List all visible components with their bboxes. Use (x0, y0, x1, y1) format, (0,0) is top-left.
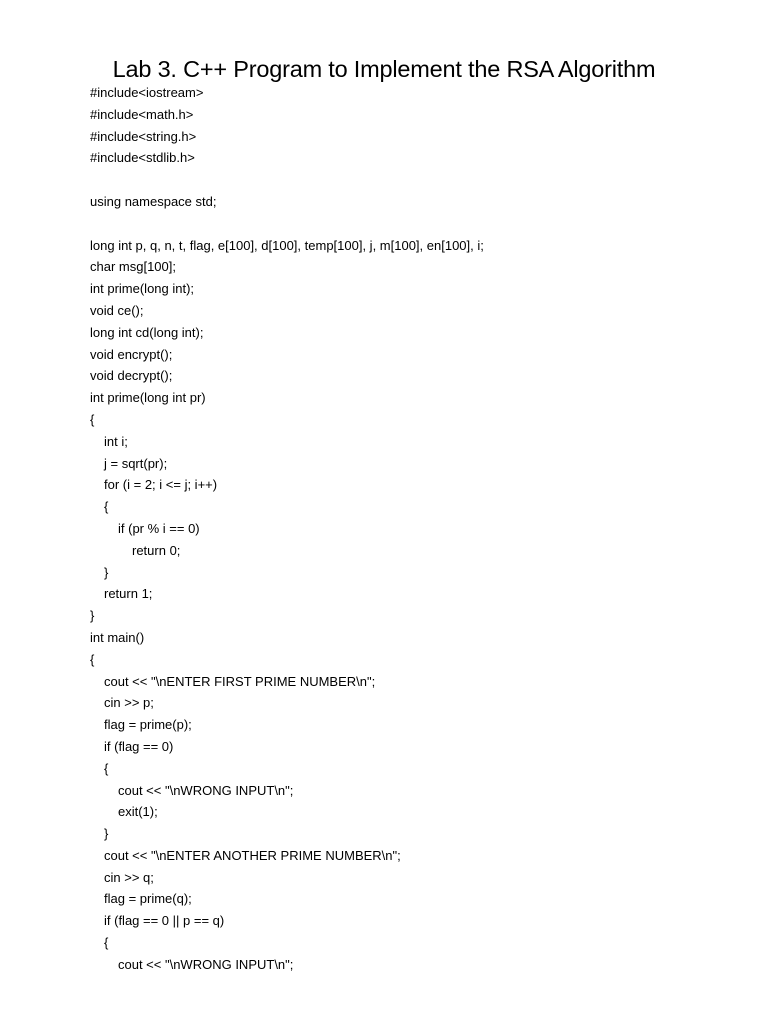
code-line: void encrypt(); (90, 346, 173, 362)
code-line: if (flag == 0) (104, 738, 174, 754)
code-line: int prime(long int pr) (90, 390, 206, 406)
code-line: void ce(); (90, 302, 144, 318)
code-line: #include<string.h> (90, 128, 197, 144)
document-title: Lab 3. C++ Program to Implement the RSA Algorithm (112, 56, 656, 82)
code-line (90, 213, 750, 235)
code-line: for (i = 2; i <= j; i++) (104, 477, 218, 493)
code-line: long int p, q, n, t, flag, e[100], d[100], temp[100], j, m[100], en[100], i; (90, 237, 484, 253)
code-line: cin >> q; (104, 869, 154, 885)
code-line: cout << "\nENTER ANOTHER PRIME NUMBER\n"; (104, 847, 401, 863)
code-line (90, 169, 750, 191)
code-line: { (90, 651, 95, 667)
code-line: if (pr % i == 0) (118, 520, 200, 536)
code-line: #include<iostream> (90, 85, 204, 100)
code-line: cout << "\nWRONG INPUT\n"; (118, 956, 294, 972)
code-line: int i; (104, 433, 128, 449)
code-line: return 1; (104, 586, 153, 602)
code-line: } (90, 608, 95, 624)
code-line: cin >> p; (104, 695, 154, 711)
code-line: flag = prime(q); (104, 891, 192, 907)
code-line: void decrypt(); (90, 368, 173, 384)
code-line: cout << "\nWRONG INPUT\n"; (118, 782, 294, 798)
code-line: #include<stdlib.h> (90, 150, 195, 166)
code-line: using namespace std; (90, 193, 217, 209)
code-line: int main() (90, 629, 145, 645)
code-line: } (104, 826, 109, 842)
code-line: return 0; (132, 542, 181, 558)
code-line: flag = prime(p); (104, 717, 192, 733)
code-line: exit(1); (118, 804, 158, 820)
code-line: long int cd(long int); (90, 324, 204, 340)
code-line: int prime(long int); (90, 281, 195, 297)
code-line: char msg[100]; (90, 259, 176, 275)
code-line: cout << "\nENTER FIRST PRIME NUMBER\n"; (104, 673, 376, 689)
code-line: { (104, 760, 109, 776)
code-line: } (104, 564, 109, 580)
code-line: if (flag == 0 || p == q) (104, 913, 225, 929)
code-line: { (90, 411, 95, 427)
code-listing (90, 82, 750, 976)
code-line: { (104, 935, 109, 951)
code-line: #include<math.h> (90, 106, 194, 122)
code-line: j = sqrt(pr); (104, 455, 168, 471)
code-line: { (104, 499, 109, 515)
